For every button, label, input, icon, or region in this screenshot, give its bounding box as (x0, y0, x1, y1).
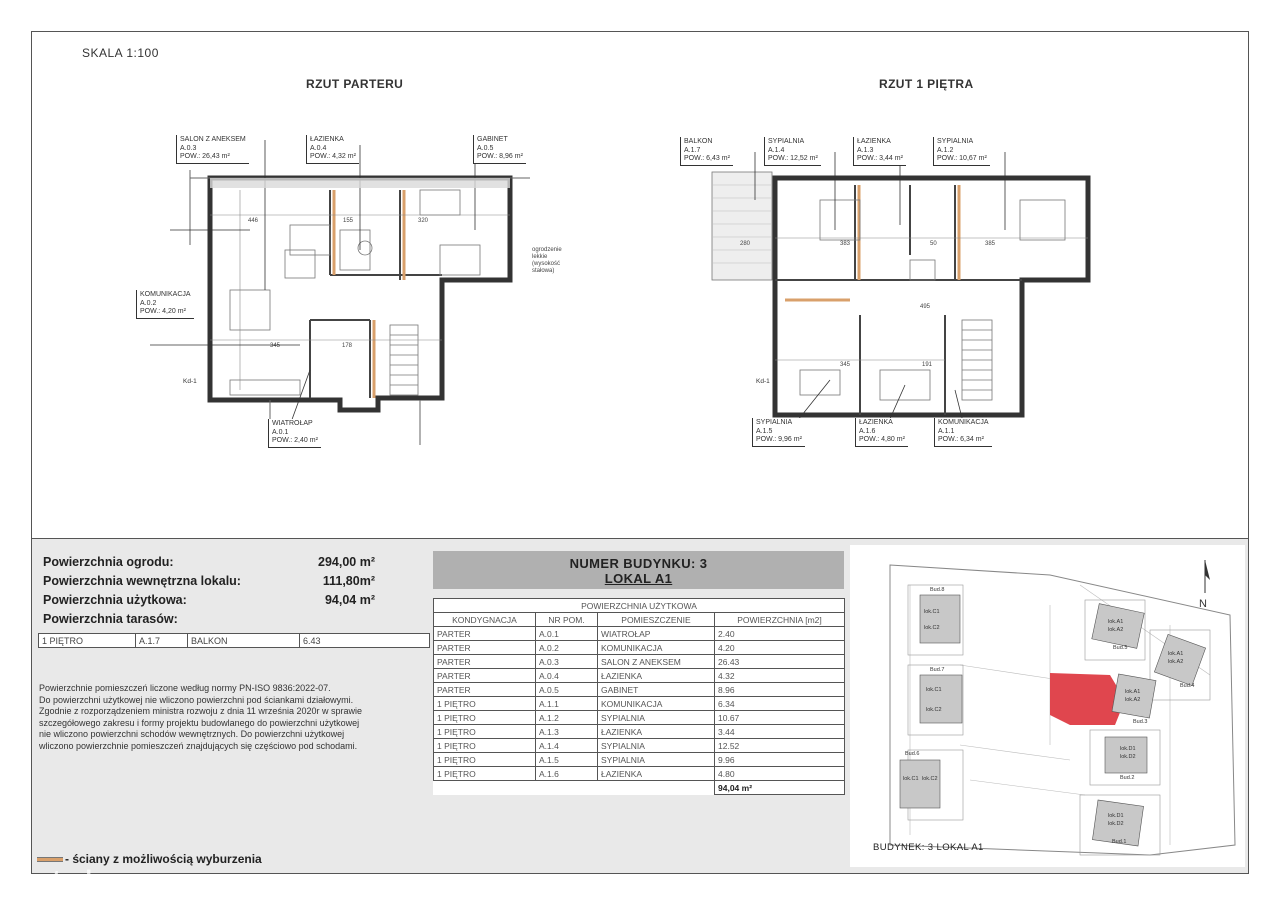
svg-text:50: 50 (930, 241, 937, 247)
map-caption: BUDYNEK: 3 LOKAL A1 (873, 842, 984, 853)
tag-lazienka-a13: ŁAZIENKA A.1.3 POW.: 3,44 m² (853, 137, 906, 166)
terrace-table (38, 633, 430, 648)
svg-text:Bud.8: Bud.8 (930, 587, 945, 593)
svg-text:495: 495 (920, 304, 931, 310)
tag-wiatrolap-a01: WIATROŁAP A.0.1 POW.: 2,40 m² (268, 419, 321, 448)
usable-area-total: 94,04 m² (715, 781, 845, 795)
svg-text:320: 320 (418, 218, 429, 224)
site-map (850, 545, 1245, 867)
area-notes: Powierzchnie pomieszczeń liczone według normy PN-ISO 9836:2022-07. Do powierzchni użytkowej nie wliczono powierzchni pod ściankami działowymi. Zgodnie z rozporządzeniem ministra rozwoju z dnia 11 września 2020r w sprawie szczegółowego zakresu i formy projektu budowlanego do powierzchni użytkowej nie wliczono powierzchni schodów wewnętrznych. Do powierzchni użytkowej wliczono powierzchnie pomieszczeń znajdujących się częściowo pod schodami. (39, 683, 362, 751)
table-caption-row: POWIERZCHNIA UŻYTKOWA (434, 599, 845, 613)
tag-salon-a03: SALON Z ANEKSEM A.0.3 POW.: 26,43 m² (176, 135, 249, 164)
svg-text:Bud.1: Bud.1 (1112, 839, 1127, 845)
first-floor-plan (700, 130, 1100, 460)
site-map-drawing (850, 545, 1245, 867)
terrace-area-row: Powierzchnia tarasów: (43, 612, 178, 626)
unit-name: LOKAL A1 (604, 571, 673, 586)
svg-text:lok.A2: lok.A2 (1168, 659, 1184, 665)
table-row: PARTER A.0.4 ŁAZIENKA 4.32 (434, 669, 845, 683)
tag-balkon-a17: BALKON A.1.7 POW.: 6,43 m² (680, 137, 733, 166)
svg-text:345: 345 (270, 343, 281, 349)
table-row: PARTER A.0.5 GABINET 8.96 (434, 683, 845, 697)
tag-komunikacja-a11: KOMUNIKACJA A.1.1 POW.: 6,34 m² (934, 418, 992, 447)
tag-sypialnia-a15: SYPIALNIA A.1.5 POW.: 9,96 m² (752, 418, 805, 447)
svg-text:lok.C1: lok.C1 (924, 609, 940, 615)
ground-floor-title: RZUT PARTERU (306, 77, 404, 91)
table-row: 1 PIĘTRO A.1.5 SYPIALNIA 9.96 (434, 753, 845, 767)
svg-text:lok.C1: lok.C1 (926, 687, 942, 693)
svg-text:Bud.5: Bud.5 (1113, 645, 1128, 651)
svg-text:280: 280 (740, 241, 751, 247)
tag-sypialnia-a14: SYPIALNIA A.1.4 POW.: 12,52 m² (764, 137, 821, 166)
internal-area-row: Powierzchnia wewnętrzna lokalu: 111,80m² (43, 574, 375, 588)
tag-lazienka-a16: ŁAZIENKA A.1.6 POW.: 4,80 m² (855, 418, 908, 447)
svg-text:Bud.3: Bud.3 (1133, 719, 1148, 725)
svg-text:lok.A2: lok.A2 (1125, 697, 1141, 703)
svg-text:Bud.4: Bud.4 (1180, 683, 1195, 689)
table-row: PARTER A.0.2 KOMUNIKACJA 4.20 (434, 641, 845, 655)
svg-text:lok.C1: lok.C1 (903, 776, 919, 782)
first-floor-title: RZUT 1 PIĘTRA (879, 77, 974, 91)
svg-text:191: 191 (922, 362, 933, 368)
svg-text:446: 446 (248, 218, 259, 224)
tag-sypialnia-a12: SYPIALNIA A.1.2 POW.: 10,67 m² (933, 137, 990, 166)
svg-text:lok.D2: lok.D2 (1108, 821, 1124, 827)
table-row: 1 PIĘTRO A.1.2 SYPIALNIA 10.67 (434, 711, 845, 725)
svg-text:383: 383 (840, 241, 851, 247)
svg-text:155: 155 (343, 218, 354, 224)
svg-text:385: 385 (985, 241, 996, 247)
watermark: otodom (37, 866, 131, 893)
svg-text:lok.C2: lok.C2 (922, 776, 938, 782)
tag-lazienka-a04: ŁAZIENKA A.0.4 POW.: 4,32 m² (306, 135, 359, 164)
kd-label-first: Kd-1 (756, 378, 770, 385)
table-row: 1 PIĘTRO A.1.3 ŁAZIENKA 3.44 (434, 725, 845, 739)
usable-area-row: Powierzchnia użytkowa: 94,04 m² (43, 593, 375, 607)
table-total-row (434, 781, 845, 795)
building-number: NUMER BUDYNKU: 3 (569, 556, 708, 571)
tag-komunikacja-a02: KOMUNIKACJA A.0.2 POW.: 4,20 m² (136, 290, 194, 319)
table-row: PARTER A.0.1 WIATROŁAP 2.40 (434, 627, 845, 641)
kd-label-ground: Kd-1 (183, 378, 197, 385)
tag-gabinet-a05: GABINET A.0.5 POW.: 8,96 m² (473, 135, 526, 164)
building-header (433, 551, 844, 589)
table-header-row: KONDYGNACJA NR POM. POMIESZCZENIE POWIERZCHNIA [m2] (434, 613, 845, 627)
table-row: 1 PIĘTRO A.1.6 ŁAZIENKA 4.80 (434, 767, 845, 781)
svg-text:Bud.6: Bud.6 (905, 751, 920, 757)
fence-note: ogrodzenie lekkie (wysokość stałowa) (532, 247, 562, 274)
svg-text:Bud.2: Bud.2 (1120, 775, 1135, 781)
svg-text:lok.A1: lok.A1 (1125, 689, 1141, 695)
svg-text:lok.A1: lok.A1 (1168, 651, 1184, 657)
svg-text:lok.A1: lok.A1 (1108, 619, 1124, 625)
area-summary (43, 555, 375, 631)
usable-area-table (433, 598, 845, 795)
svg-text:lok.C2: lok.C2 (926, 707, 942, 713)
svg-text:345: 345 (840, 362, 851, 368)
scale-label: SKALA 1:100 (82, 46, 159, 60)
table-row: 1 PIĘTRO A.1.4 SYPIALNIA 12.52 (434, 739, 845, 753)
svg-text:178: 178 (342, 343, 353, 349)
demolishable-wall-swatch (37, 857, 63, 862)
svg-text:lok.A2: lok.A2 (1108, 627, 1124, 633)
svg-text:lok.D2: lok.D2 (1120, 754, 1136, 760)
table-row: PARTER A.0.3 SALON Z ANEKSEM 26.43 (434, 655, 845, 669)
svg-text:lok.C2: lok.C2 (924, 625, 940, 631)
ground-floor-plan (130, 130, 560, 460)
svg-text:lok.D1: lok.D1 (1120, 746, 1136, 752)
demolishable-walls-legend: - ściany z możliwością wyburzenia (37, 852, 262, 866)
table-row: 1 PIĘTRO A.1.7 BALKON 6.43 (39, 634, 430, 648)
table-row: 1 PIĘTRO A.1.1 KOMUNIKACJA 6.34 (434, 697, 845, 711)
north-label: N (1199, 598, 1207, 610)
svg-text:Bud.7: Bud.7 (930, 667, 945, 673)
svg-text:lok.D1: lok.D1 (1108, 813, 1124, 819)
garden-area-row: Powierzchnia ogrodu: 294,00 m² (43, 555, 375, 569)
